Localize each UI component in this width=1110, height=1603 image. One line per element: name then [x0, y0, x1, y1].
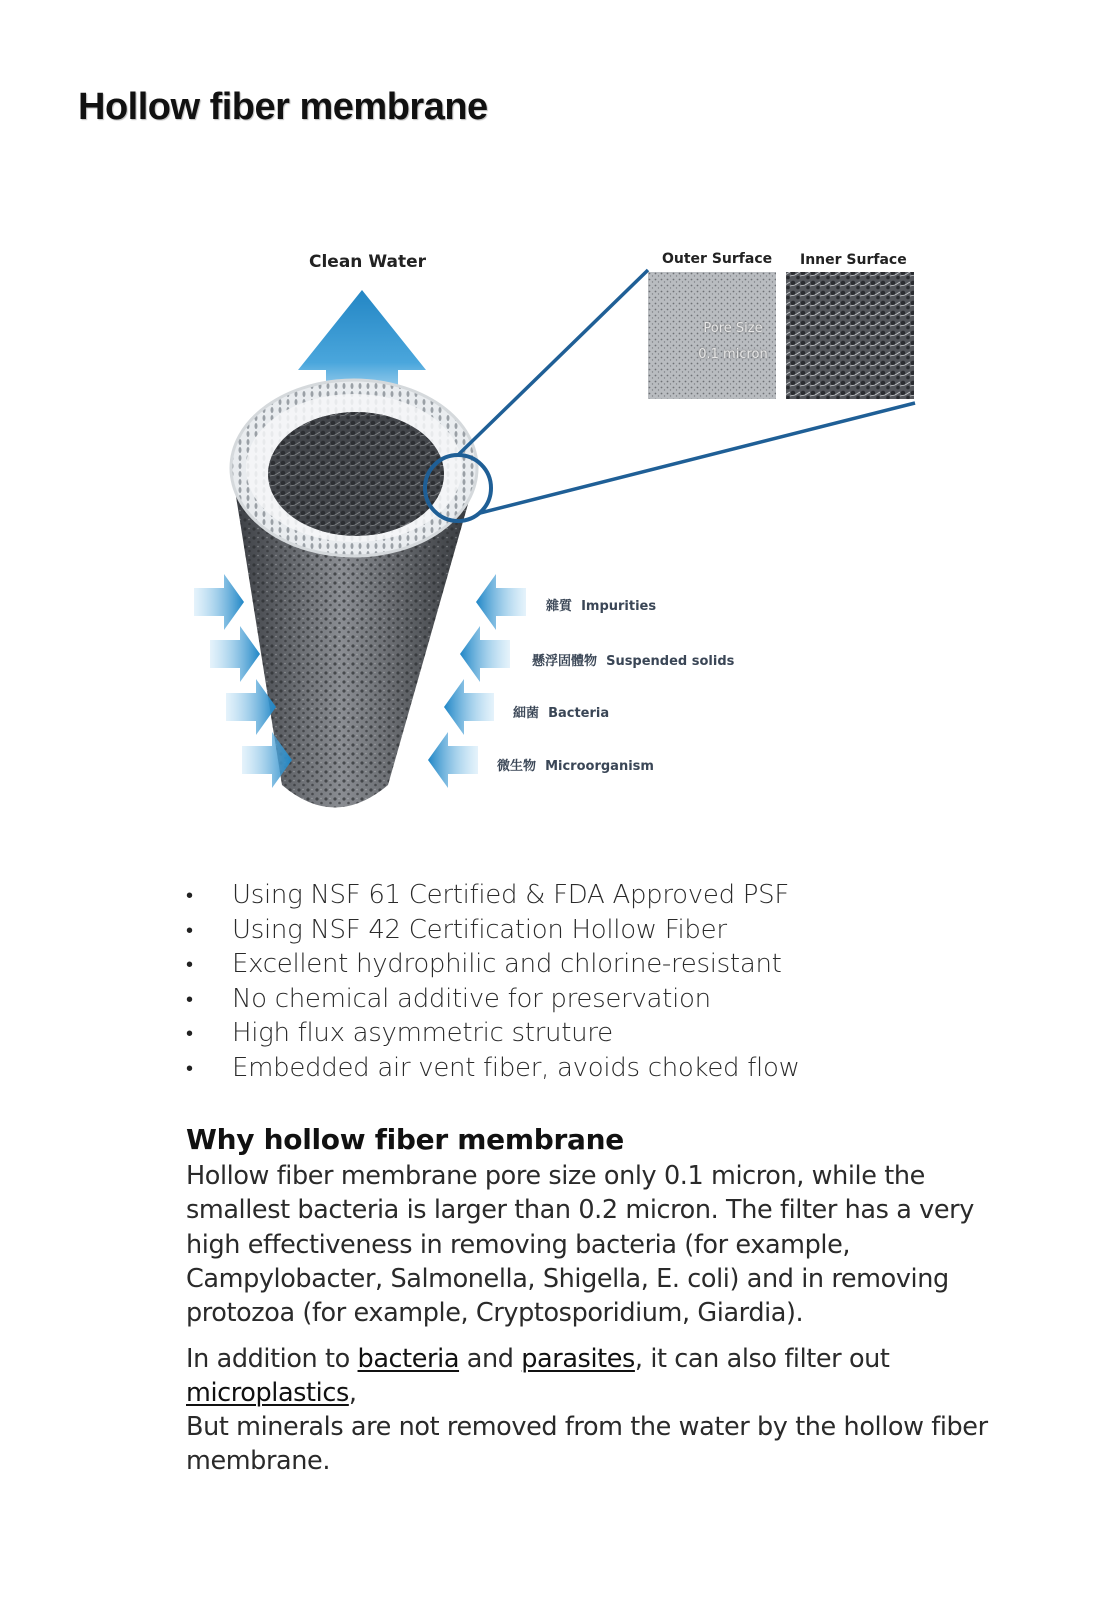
- pore-size-overlay: [668, 316, 798, 368]
- input-label-en: Impurities: [581, 599, 657, 614]
- why-paragraph: Hollow fiber membrane pore size only 0.1 micron, while the smallest bacteria is larger than 0.2 micron. The filter has a very high effectiveness in removing bacteria (for example, Campylobacter, Salmonella, Shigella, E. coli) and in removing protozoa (for example, Cryptosporidium, Giardia).: [186, 1161, 974, 1329]
- inflow-arrow-left: [194, 574, 244, 630]
- feature-list: [186, 878, 800, 1085]
- pore-size-value: 0.1 micron: [698, 347, 768, 362]
- input-label-suspended-solids: [532, 650, 734, 669]
- inflow-arrow-right: [476, 574, 526, 630]
- microplastics-link[interactable]: microplastics: [186, 1378, 349, 1409]
- bullet-icon: •: [186, 1021, 193, 1045]
- bullet-icon: •: [186, 986, 193, 1011]
- page-title: Hollow fiber membrane: [78, 86, 488, 128]
- inflow-arrow-right: [460, 626, 510, 682]
- inner-surface-image: [786, 272, 914, 399]
- inflow-arrow-left: [210, 626, 260, 682]
- feature-text: High flux asymmetric struture: [232, 1018, 613, 1048]
- hollow-fiber-diagram: [180, 230, 960, 850]
- bacteria-link[interactable]: bacteria: [357, 1344, 460, 1374]
- input-label-zh: 微生物: [497, 759, 537, 774]
- input-label-bacteria: [513, 702, 609, 721]
- feature-text: Using NSF 61 Certified & FDA Approved PSF: [232, 880, 789, 910]
- paragraph-text: In addition to: [186, 1344, 358, 1374]
- bullet-icon: •: [186, 952, 193, 976]
- feature-text: Excellent hydrophilic and chlorine-resistant: [232, 949, 782, 979]
- feature-text: No chemical additive for preservation: [232, 983, 711, 1014]
- input-label-zh: 雜質: [546, 599, 573, 614]
- inflow-arrow-right: [428, 732, 478, 788]
- paragraph-text: and: [459, 1344, 522, 1374]
- paragraph-text: , it can also filter out: [634, 1344, 890, 1374]
- clean-water-label: Clean Water: [309, 252, 426, 272]
- bullet-icon: •: [186, 883, 193, 907]
- input-label-zh: 細菌: [513, 706, 540, 721]
- minerals-paragraph: But minerals are not removed from the water by the hollow fiber membrane.: [186, 1412, 988, 1477]
- inflow-arrow-right: [444, 679, 494, 735]
- input-label-en: Microorganism: [545, 759, 654, 774]
- paragraph-text: ,: [348, 1378, 357, 1409]
- inner-surface-label: Inner Surface: [800, 252, 907, 268]
- input-label-en: Suspended solids: [606, 654, 735, 669]
- bullet-icon: •: [186, 1055, 193, 1080]
- list-item: [186, 1016, 800, 1051]
- feature-text: Embedded air vent fiber, avoids choked flow: [232, 1052, 800, 1083]
- feature-text: Using NSF 42 Certification Hollow Fiber: [232, 914, 727, 945]
- input-label-microorganism: [497, 755, 654, 774]
- pore-size-label: Pore Size: [703, 321, 763, 336]
- input-label-en: Bacteria: [548, 706, 610, 721]
- list-item: [186, 1051, 800, 1086]
- filter-paragraph: [186, 1342, 1016, 1411]
- list-item: [186, 947, 800, 982]
- list-item: [186, 982, 800, 1017]
- list-item: [186, 878, 800, 913]
- input-label-zh: 懸浮固體物: [532, 654, 598, 669]
- input-label-impurities: [546, 595, 656, 614]
- outer-surface-label: Outer Surface: [662, 251, 773, 267]
- parasites-link[interactable]: parasites: [521, 1344, 635, 1374]
- bullet-icon: •: [186, 917, 193, 942]
- section-heading: Why hollow fiber membrane: [186, 1123, 624, 1156]
- list-item: [186, 913, 800, 948]
